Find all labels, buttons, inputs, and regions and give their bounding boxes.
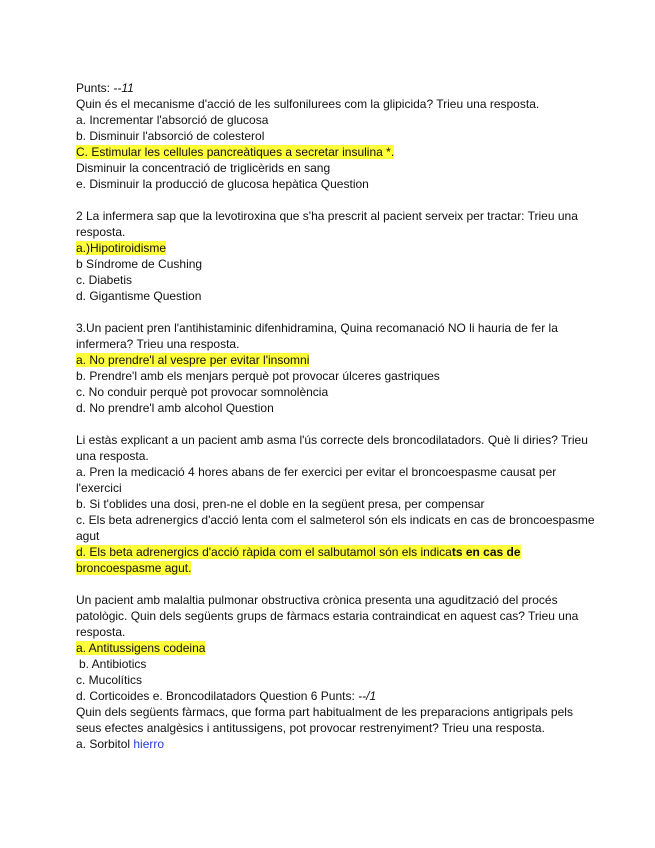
option-b: b. Si t'oblides una dosi, pren-ne el doble en la següent presa, per compensar <box>76 497 485 511</box>
question-text: Quin és el mecanisme d'acció de les sulfonilurees com la glipicida? Trieu una resposta. <box>76 97 540 111</box>
option-a-text: a. Sorbitol <box>76 737 134 751</box>
option-d-text: d. Corticoides e. Broncodilatadors Question 6 Punts: <box>76 689 359 703</box>
points-line <box>76 80 595 96</box>
question-5 <box>76 592 595 704</box>
option-d: d. No prendre'l amb alcohol Question <box>76 401 274 415</box>
question-1 <box>76 80 595 192</box>
option-b: b. Prendre'l amb els menjars perquè pot provocar úlceres gastriques <box>76 369 440 383</box>
option-d-bold-text: ts en cas de <box>451 545 521 559</box>
option-e: e. Disminuir la producció de glucosa hepàtica Question <box>76 177 369 191</box>
option-a: a. Pren la medicació 4 hores abans de fer exercici per evitar el broncoespasme causat per l'exercici <box>76 465 557 495</box>
points-label: Punts: <box>76 81 114 95</box>
option-a <box>76 736 595 752</box>
option-c: c. Els beta adrenergics d'acció lenta com el salmeterol són els indicats en cas de broncoespasme agut <box>76 513 595 543</box>
option-c-highlighted: C. Estimular les cellules pancreàtiques a secretar insulina *. <box>76 145 395 159</box>
option-d-text: d. Els beta adrenergics d'acció ràpida com el salbutamol són els indica <box>76 545 452 559</box>
option-d-e <box>76 688 595 704</box>
points-value: --11 <box>113 81 134 95</box>
question-6 <box>76 704 595 752</box>
option-b: b. Antibiotics <box>79 657 147 671</box>
question-text: Quin dels següents fàrmacs, que forma part habitualment de les preparacions antigripals pels seus efectes analgèsics i antitussigens, pot provocar restrenyiment? Trieu una resposta. <box>76 705 573 735</box>
option-d: d. Gigantisme Question <box>76 289 202 303</box>
question-4 <box>76 432 595 576</box>
question-text: 3.Un pacient pren l'antihistaminic difenhidramina, Quina recomanació NO li hauria de fer la infermera? Trieu una resposta. <box>76 321 558 351</box>
option-a: a. Incrementar l'absorció de glucosa <box>76 113 269 127</box>
question-text: 2 La infermera sap que la levotiroxina que s'ha prescrit al pacient serveix per tractar: Trieu una resposta. <box>76 209 578 239</box>
option-a-highlighted: a. Antitussigens codeina <box>76 641 206 655</box>
option-b: b Síndrome de Cushing <box>76 257 203 271</box>
option-d-highlighted <box>76 545 521 559</box>
question-text: Un pacient amb malaltia pulmonar obstructiva crònica presenta una agudització del procés patològic. Quin dels següents grups de fàrmacs estaria contraindicat en aquest cas? Trieu una resposta. <box>76 593 579 639</box>
question-2 <box>76 208 595 304</box>
option-b: b. Disminuir l'absorció de colesterol <box>76 129 265 143</box>
option-d: Disminuir la concentració de triglicèrids en sang <box>76 161 331 175</box>
question-text: Li estàs explicant a un pacient amb asma l'ús correcte dels broncodilatadors. Què li diries? Trieu una resposta. <box>76 433 588 463</box>
option-d-line2-highlighted: broncoespasme agut. <box>76 561 192 575</box>
option-c: c. Mucolítics <box>76 673 143 687</box>
points-value: --/1 <box>358 689 377 703</box>
question-3 <box>76 320 595 416</box>
option-c: c. No conduir perquè pot provocar somnolència <box>76 385 329 399</box>
option-a-note: hierro <box>133 737 165 751</box>
option-c: c. Diabetis <box>76 273 133 287</box>
option-a-highlighted: a.)Hipotiroidisme <box>76 241 167 255</box>
option-a-highlighted: a. No prendre'l al vespre per evitar l'insomni <box>76 353 310 367</box>
